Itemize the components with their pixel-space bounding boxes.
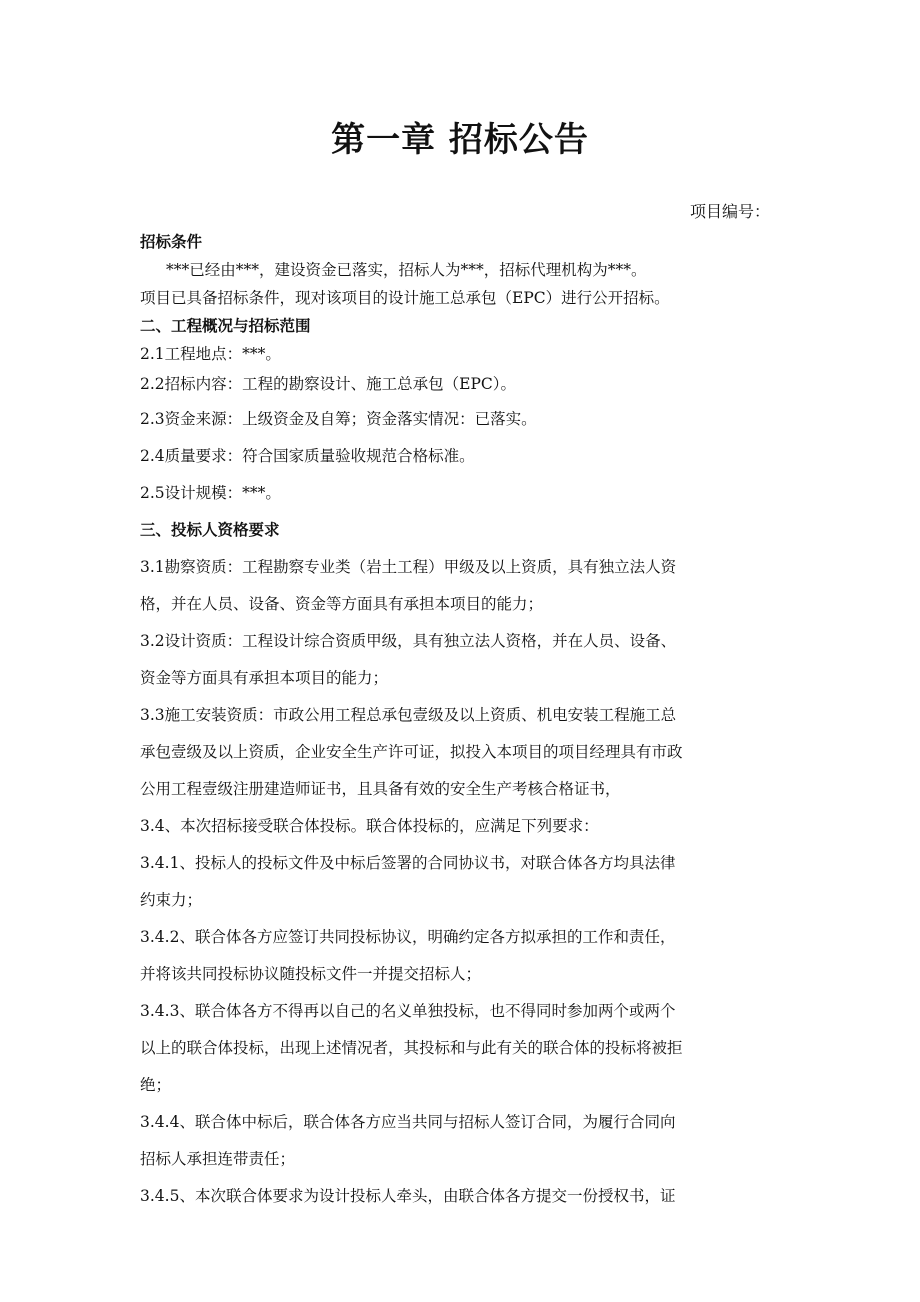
page-title: 第一章 招标公告 <box>331 120 589 160</box>
paragraph-line: ***已经由***，建设资金已落实，招标人为***，招标代理机构为***。 <box>166 261 647 279</box>
paragraph-line: 公用工程壹级注册建造师证书，且具备有效的安全生产考核合格证书， <box>140 780 621 798</box>
paragraph-line: 承包壹级及以上资质，企业安全生产许可证，拟投入本项目的项目经理具有市政 <box>140 743 683 761</box>
paragraph-line: 3.4.2、联合体各方应签订共同投标协议，明确约定各方拟承担的工作和责任， <box>140 928 676 946</box>
paragraph-line: 3.4.1、投标人的投标文件及中标后签署的合同协议书，对联合体各方均具法律 <box>140 854 676 872</box>
paragraph-line: 招标人承担连带责任； <box>140 1150 296 1168</box>
list-item: 2.5设计规模：***。 <box>140 484 281 502</box>
paragraph-line: 3.4、本次招标接受联合体投标。联合体投标的，应满足下列要求： <box>140 817 599 835</box>
paragraph-line: 资金等方面具有承担本项目的能力； <box>140 669 389 687</box>
list-item: 2.1工程地点：***。 <box>140 345 281 363</box>
project-number-label: 项目编号： <box>690 202 771 221</box>
document-body <box>140 228 785 1215</box>
paragraph-line: 绝； <box>140 1076 172 1094</box>
section-heading-tender-conditions: 招标条件 <box>140 233 203 251</box>
paragraph-line: 格，并在人员、设备、资金等方面具有承担本项目的能力； <box>140 595 544 613</box>
paragraph-line: 并将该共同投标协议随投标文件一并提交招标人； <box>140 965 482 983</box>
list-item: 2.4质量要求：符合国家质量验收规范合格标准。 <box>140 447 475 465</box>
section-heading-qualification: 三、投标人资格要求 <box>140 521 280 539</box>
paragraph-line: 3.2设计资质：工程设计综合资质甲级，具有独立法人资格，并在人员、设备、 <box>140 632 677 650</box>
list-item: 2.2招标内容：工程的勘察设计、施工总承包（EPC）。 <box>140 375 517 393</box>
paragraph-line: 3.4.3、联合体各方不得再以自己的名义单独投标，也不得同时参加两个或两个 <box>140 1002 676 1020</box>
paragraph-line: 3.4.4、联合体中标后，联合体各方应当共同与招标人签订合同，为履行合同向 <box>140 1113 676 1131</box>
paragraph-line: 项目已具备招标条件，现对该项目的设计施工总承包（EPC）进行公开招标。 <box>140 289 670 307</box>
paragraph-line: 3.1勘察资质：工程勘察专业类（岩土工程）甲级及以上资质，具有独立法人资 <box>140 558 677 576</box>
paragraph-line: 3.3施工安装资质：市政公用工程总承包壹级及以上资质、机电安装工程施工总 <box>140 706 677 724</box>
list-item: 2.3资金来源：上级资金及自筹；资金落实情况：已落实。 <box>140 410 537 428</box>
paragraph-line: 以上的联合体投标，出现上述情况者，其投标和与此有关的联合体的投标将被拒 <box>140 1039 683 1057</box>
section-heading-project-overview: 二、工程概况与招标范围 <box>140 317 311 335</box>
paragraph-line: 3.4.5、本次联合体要求为设计投标人牵头，由联合体各方提交一份授权书，证 <box>140 1187 676 1205</box>
paragraph-line: 约束力； <box>140 891 203 909</box>
